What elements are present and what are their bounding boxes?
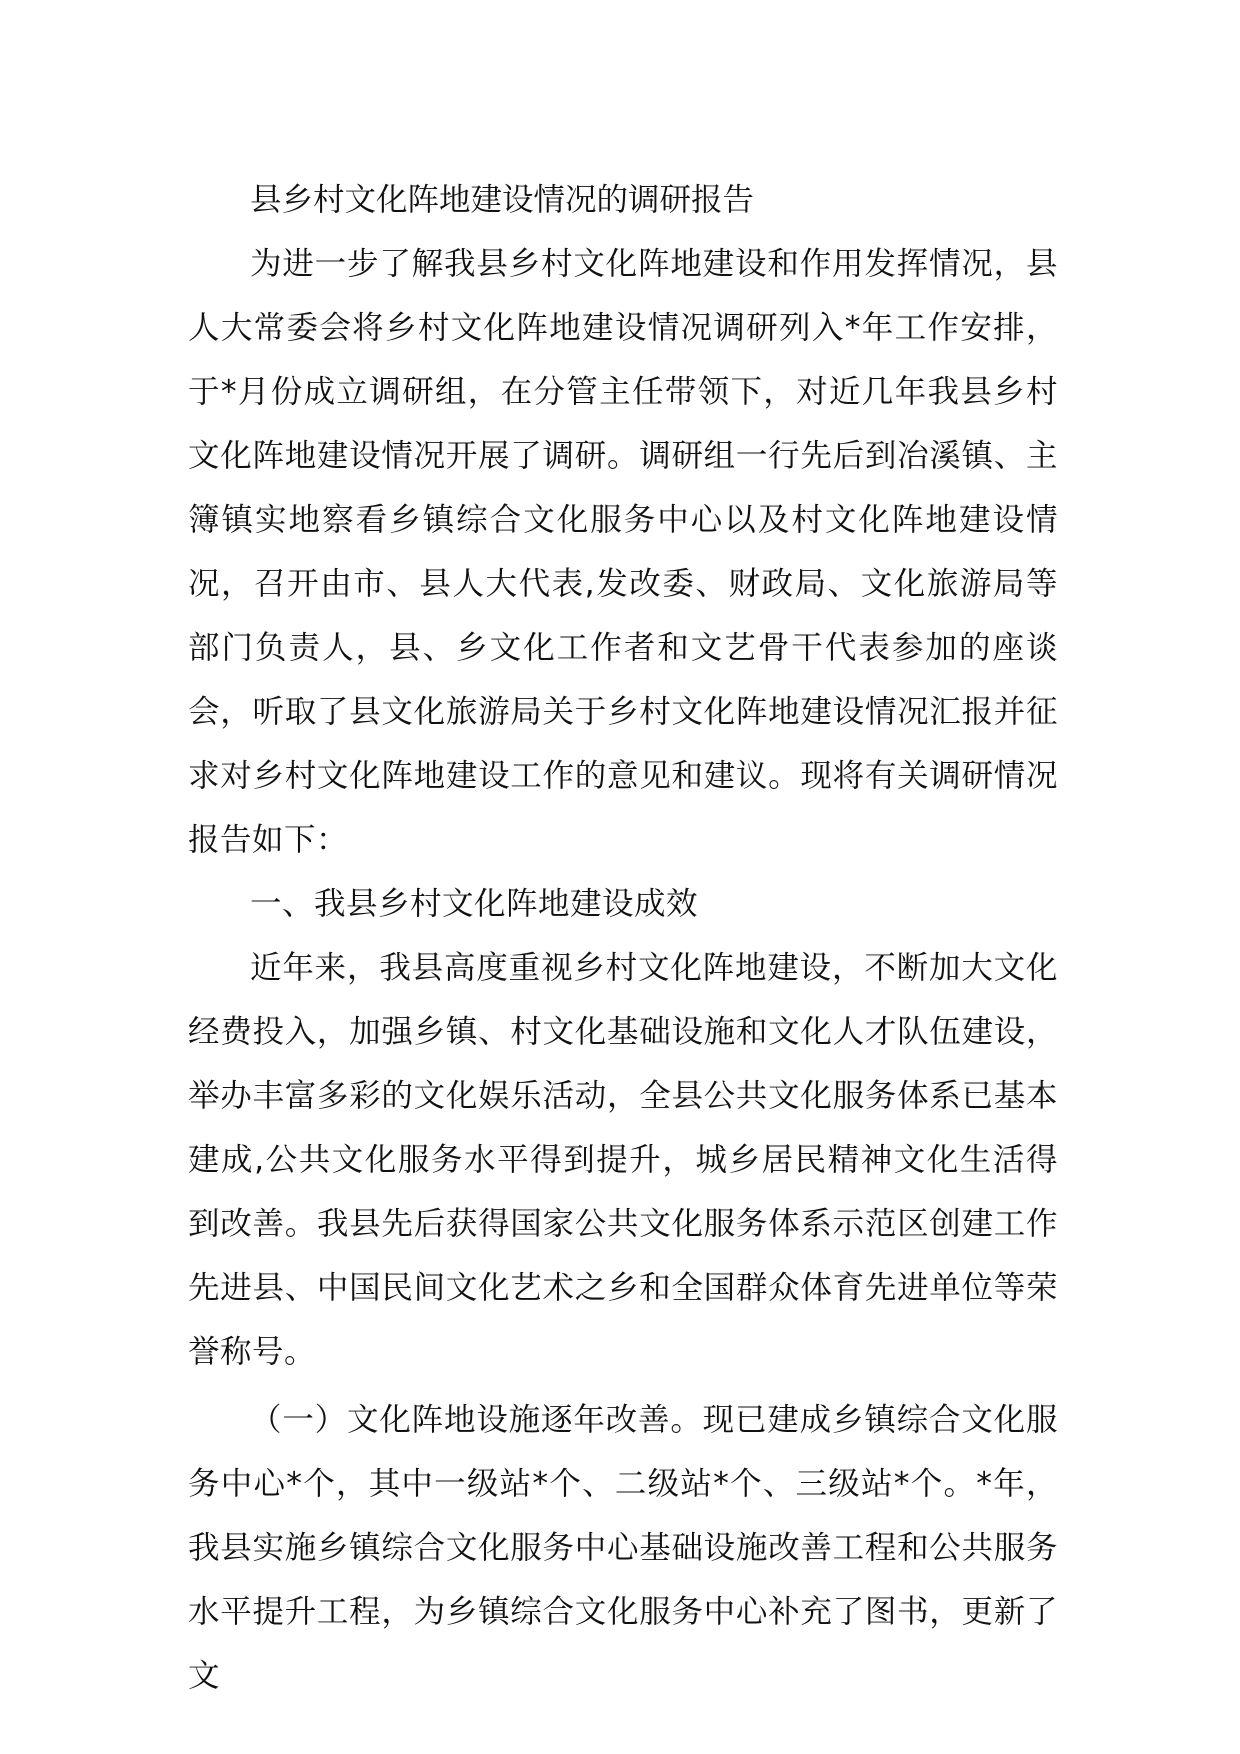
document-page: [188, 168, 1058, 1708]
document-title: 县乡村文化阵地建设情况的调研报告: [250, 182, 755, 218]
section-heading: 一、我县乡村文化阵地建设成效: [250, 886, 699, 922]
intro-paragraph: 为进一步了解我县乡村文化阵地建设和作用发挥情况，县人大常委会将乡村文化阵地建设情况调研列入*年工作安排，于*月份成立调研组，在分管主任带领下，对近几年我县乡村文化阵地建设情况开展了调研。调研组一行先后到冶溪镇、主簿镇实地察看乡镇综合文化服务中心以及村文化阵地建设情况，召开由市、县人大代表,发改委、财政局、文化旅游局等部门负责人，县、乡文化工作者和文艺骨干代表参加的座谈会，听取了县文化旅游局关于乡村文化阵地建设情况汇报并征求对乡村文化阵地建设工作的意见和建议。现将有关调研情况报告如下：: [188, 246, 1058, 858]
body-paragraph: 近年来，我县高度重视乡村文化阵地建设，不断加大文化经费投入，加强乡镇、村文化基础设施和文化人才队伍建设，举办丰富多彩的文化娱乐活动，全县公共文化服务体系已基本建成,公共文化服务水平得到提升，城乡居民精神文化生活得到改善。我县先后获得国家公共文化服务体系示范区创建工作先进县、中国民间文化艺术之乡和全国群众体育先进单位等荣誉称号。: [188, 950, 1058, 1370]
subsection-paragraph: （一）文化阵地设施逐年改善。现已建成乡镇综合文化服务中心*个，其中一级站*个、二级站*个、三级站*个。*年，我县实施乡镇综合文化服务中心基础设施改善工程和公共服务水平提升工程，为乡镇综合文化服务中心补充了图书，更新了文: [188, 1402, 1058, 1694]
